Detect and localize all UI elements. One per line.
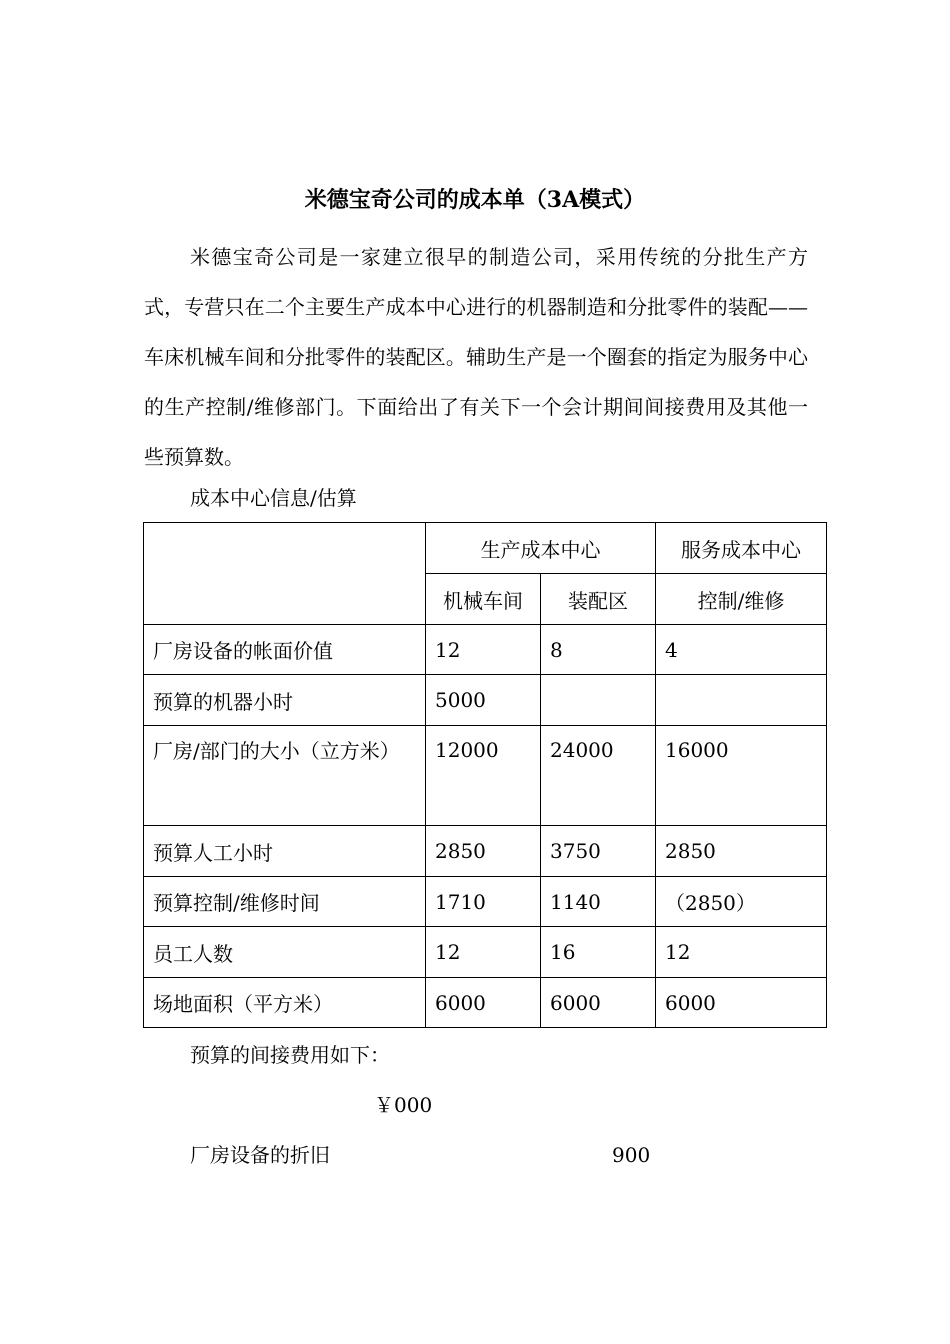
cell-machine: 12 — [426, 625, 541, 675]
row-label: 厂房设备的帐面价值 — [144, 625, 426, 675]
header-control-maintenance: 控制/维修 — [656, 574, 827, 625]
cell-machine: 12000 — [426, 726, 541, 826]
cell-assembly: 16 — [541, 927, 656, 978]
cell-assembly — [541, 675, 656, 726]
cell-machine: 1710 — [426, 877, 541, 927]
table-row — [144, 826, 827, 877]
table-row — [144, 625, 827, 675]
header-machine-shop: 机械车间 — [426, 574, 541, 625]
header-production-centers: 生产成本中心 — [426, 523, 656, 574]
intro-paragraph: 米德宝奇公司是一家建立很早的制造公司，采用传统的分批生产方式，专营只在二个主要生产成本中心进行的机器制造和分批零件的装配——车床机械车间和分批零件的装配区。辅助生产是一个圈套的指定为服务中心的生产控制/维修部门。下面给出了有关下一个会计期间间接费用及其他一些预算数。 — [144, 245, 808, 469]
row-label: 厂房/部门的大小（立方米） — [144, 726, 426, 826]
depreciation-label: 厂房设备的折旧 — [190, 1143, 330, 1167]
table-row — [144, 978, 827, 1028]
cell-control: 6000 — [656, 978, 827, 1028]
cell-assembly: 6000 — [541, 978, 656, 1028]
cell-machine: 2850 — [426, 826, 541, 877]
cell-control: （2850） — [656, 877, 827, 927]
row-label: 预算的机器小时 — [144, 675, 426, 726]
cell-control: 4 — [656, 625, 827, 675]
header-assembly-area: 装配区 — [541, 574, 656, 625]
row-label: 员工人数 — [144, 927, 426, 978]
depreciation-value: 900 — [612, 1143, 651, 1167]
cell-control: 2850 — [656, 826, 827, 877]
header-service-centers: 服务成本中心 — [656, 523, 827, 574]
unit-label: ￥000 — [374, 1093, 433, 1117]
row-label: 预算控制/维修时间 — [144, 877, 426, 927]
header-corner-cell — [144, 523, 426, 625]
cell-machine: 6000 — [426, 978, 541, 1028]
table-caption: 成本中心信息/估算 — [190, 486, 357, 510]
cell-control: 16000 — [656, 726, 827, 826]
document-title: 米德宝奇公司的成本单（3A模式） — [304, 187, 646, 213]
table-row — [144, 675, 827, 726]
cell-assembly: 3750 — [541, 826, 656, 877]
table-row — [144, 877, 827, 927]
cell-machine: 5000 — [426, 675, 541, 726]
table-row — [144, 927, 827, 978]
table-row — [144, 726, 827, 826]
overhead-caption: 预算的间接费用如下： — [190, 1043, 390, 1067]
cell-assembly: 8 — [541, 625, 656, 675]
row-label: 预算人工小时 — [144, 826, 426, 877]
row-label: 场地面积（平方米） — [144, 978, 426, 1028]
cell-control — [656, 675, 827, 726]
cost-center-table — [143, 522, 827, 1028]
cell-assembly: 1140 — [541, 877, 656, 927]
table-header-row — [144, 523, 827, 574]
cell-machine: 12 — [426, 927, 541, 978]
cell-control: 12 — [656, 927, 827, 978]
cell-assembly: 24000 — [541, 726, 656, 826]
